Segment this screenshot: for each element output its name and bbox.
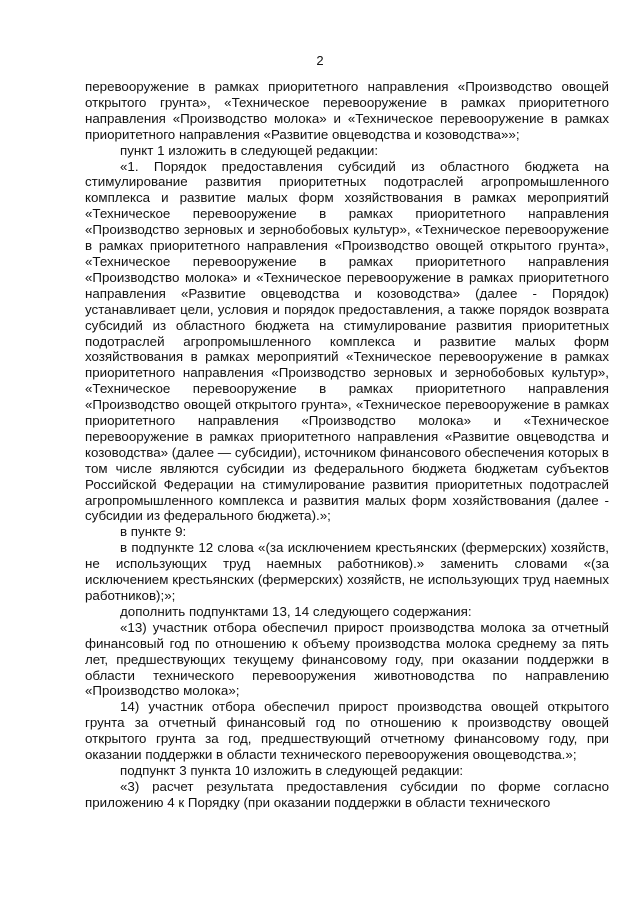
paragraph-4: в пункте 9:	[120, 524, 187, 540]
paragraph-6: дополнить подпунктами 13, 14 следующего содержания:	[120, 603, 472, 619]
paragraph-2: пункт 1 изложить в следующей редакции:	[120, 142, 379, 158]
paragraph-9: подпункт 3 пункта 10 изложить в следующей редакции:	[120, 762, 464, 778]
paragraph-7: «13) участник отбора обеспечил прирост производства молока за отчетный финансовый год по отношению к объему производства молока среднему за пять лет, предшествующих текущему финансовому году, при оказании поддержки в области технического перевооружения животноводства по направлению «Производство молока»;	[85, 619, 609, 699]
paragraph-8: 14) участник отбора обеспечил прирост производства овощей открытого грунта за отчетный финансовый год по отношению к производству овощей открытого грунта за год, предшествующий отчетному финансовому году, при оказании поддержки в области технического перевооружения овощеводства.»;	[85, 699, 609, 763]
paragraph-3: «1. Порядок предоставления субсидий из областного бюджета на стимулирование развития приоритетных подотраслей агропромышленного комплекса и развитие малых форм хозяйствования в рамках мероприятий «Техническое перевооружение в рамках приоритетного направления «Производство зерновых и зернобобовых культур», «Техническое перевооружение в рамках приоритетного направления «Производство овощей открытого грунта», «Техническое перевооружение в рамках приоритетного направления «Производство молока» и «Техническое перевооружение в рамках приоритетного направления «Развитие овцеводства и козоводства» (далее - Порядок) устанавливает цели, условия и порядок предоставления, а также порядок возврата субсидий из областного бюджета на стимулирование развития приоритетных подотраслей агропромышленного комплекса и развитие малых форм хозяйствования в рамках мероприятий «Техническое перевооружение в рамках приоритетного направления «Производство зерновых и зернобобовых культур», «Техническое перевооружение в рамках приоритетного направления «Производство овощей открытого грунта», «Техническое перевооружение в рамках приоритетного направления «Производство молока» и «Техническое перевооружение в рамках приоритетного направления «Развитие овцеводства и козоводства» (далее — субсидии), источником финансового обеспечения которых в том числе являются субсидии из федерального бюджета бюджетам субъектов Российской Федерации на стимулирование развития приоритетных подотраслей агропромышленного комплекса и развития малых форм хозяйствования (далее - субсидии из федерального бюджета).»;	[85, 158, 609, 524]
paragraph-5: в подпункте 12 слова «(за исключением крестьянских (фермерских) хозяйств, не использующих труд наемных работников).» заменить словами «(за исключением крестьянских (фермерских) хозяйств, не использующих труд наемных работников);»;	[85, 540, 609, 603]
page-number: 2	[316, 53, 324, 68]
paragraph-10: «3) расчет результата предоставления субсидии по форме согласно приложению 4 к Порядку (при оказании поддержки в области технического	[85, 778, 609, 810]
document-body	[85, 79, 609, 811]
paragraph-1: перевооружение в рамках приоритетного направления «Производство овощей открытого грунта», «Техническое перевооружение в рамках приоритетного направления «Производство молока» и «Техническое перевооружение в рамках приоритетного направления «Развитие овцеводства и козоводства»»;	[85, 79, 609, 142]
